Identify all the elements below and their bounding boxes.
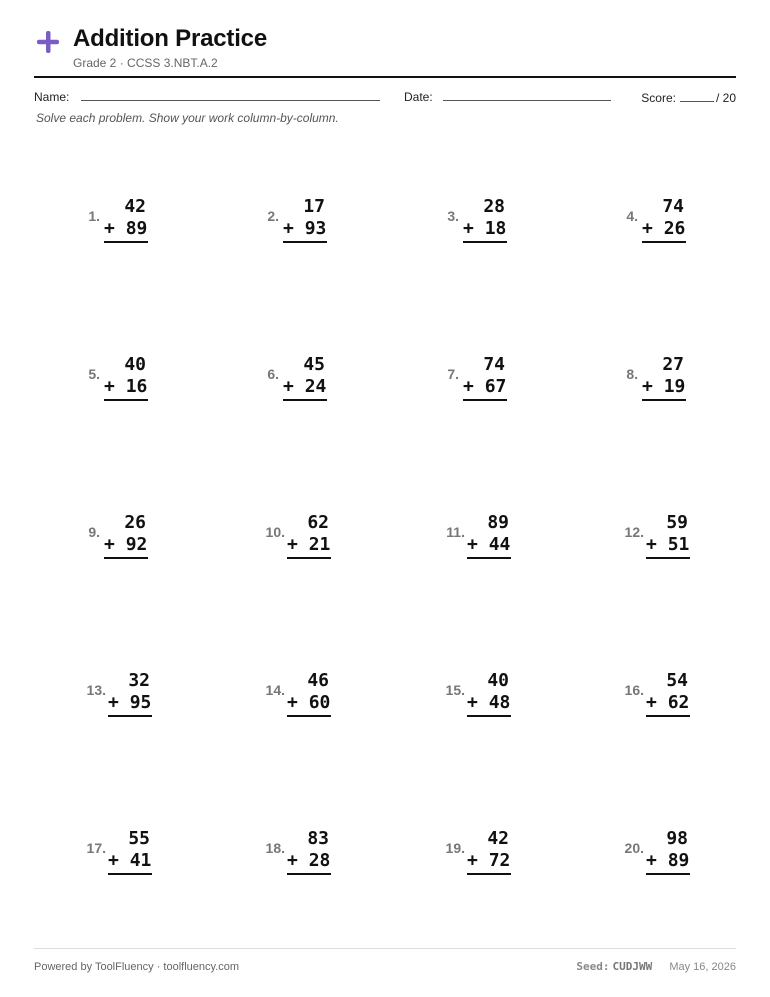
plus-operator: + bbox=[287, 692, 298, 713]
problem-number: 10. bbox=[265, 524, 285, 540]
plus-operator: + bbox=[646, 692, 657, 713]
addend-top: 59 bbox=[666, 512, 688, 533]
score-blank[interactable] bbox=[680, 90, 714, 102]
addend-bottom-row bbox=[108, 850, 152, 872]
addend-bottom-row bbox=[642, 376, 686, 398]
addend-bottom: 26 bbox=[663, 218, 686, 239]
plus-icon bbox=[36, 30, 60, 54]
answer-line[interactable] bbox=[467, 715, 511, 717]
addend-top: 89 bbox=[487, 512, 509, 533]
addend-bottom: 92 bbox=[125, 534, 148, 555]
addend-bottom-row bbox=[467, 850, 511, 872]
problem-13 bbox=[78, 670, 198, 730]
answer-line[interactable] bbox=[646, 873, 690, 875]
header-divider bbox=[34, 76, 736, 78]
problem-stack bbox=[104, 512, 148, 559]
addend-bottom-row bbox=[287, 850, 331, 872]
seed-value: CUDJWW bbox=[612, 960, 653, 973]
plus-operator: + bbox=[646, 534, 657, 555]
addend-bottom-row bbox=[104, 218, 148, 240]
footer-date: May 16, 2026 bbox=[669, 961, 736, 973]
instructions: Solve each problem. Show your work column-by-column. bbox=[36, 111, 339, 125]
addend-top: 32 bbox=[128, 670, 150, 691]
problem-stack bbox=[646, 512, 690, 559]
problem-number: 9. bbox=[88, 524, 100, 540]
addend-bottom-row bbox=[646, 850, 690, 872]
addend-bottom: 41 bbox=[129, 850, 152, 871]
problem-15 bbox=[437, 670, 557, 730]
addend-bottom: 19 bbox=[663, 376, 686, 397]
problem-stack bbox=[104, 354, 148, 401]
problem-11 bbox=[437, 512, 557, 572]
problem-5 bbox=[78, 354, 198, 414]
worksheet-header bbox=[34, 24, 736, 76]
answer-line[interactable] bbox=[646, 557, 690, 559]
addend-bottom-row bbox=[104, 534, 148, 556]
answer-line[interactable] bbox=[463, 399, 507, 401]
plus-operator: + bbox=[646, 850, 657, 871]
answer-line[interactable] bbox=[287, 715, 331, 717]
addend-top: 42 bbox=[487, 828, 509, 849]
problem-stack bbox=[646, 670, 690, 717]
addend-top: 74 bbox=[662, 196, 684, 217]
problem-number: 6. bbox=[267, 366, 279, 382]
problem-16 bbox=[616, 670, 736, 730]
date-label: Date: bbox=[404, 90, 433, 104]
addend-top: 40 bbox=[487, 670, 509, 691]
addend-top: 54 bbox=[666, 670, 688, 691]
problem-number: 13. bbox=[86, 682, 106, 698]
answer-line[interactable] bbox=[104, 557, 148, 559]
problem-stack bbox=[287, 828, 331, 875]
score-label: Score: bbox=[641, 91, 676, 105]
addend-bottom: 60 bbox=[308, 692, 331, 713]
problem-number: 2. bbox=[267, 208, 279, 224]
addend-bottom: 67 bbox=[484, 376, 507, 397]
addend-bottom-row bbox=[463, 218, 507, 240]
problem-stack bbox=[108, 670, 152, 717]
problem-stack bbox=[108, 828, 152, 875]
problem-number: 15. bbox=[445, 682, 465, 698]
addend-bottom: 93 bbox=[304, 218, 327, 239]
addend-bottom: 48 bbox=[488, 692, 511, 713]
seed-label: Seed: bbox=[576, 960, 610, 973]
student-fields bbox=[34, 88, 736, 108]
answer-line[interactable] bbox=[108, 873, 152, 875]
page-subtitle: Grade 2 · CCSS 3.NBT.A.2 bbox=[73, 56, 218, 70]
answer-line[interactable] bbox=[467, 557, 511, 559]
plus-operator: + bbox=[287, 850, 298, 871]
addend-bottom: 89 bbox=[125, 218, 148, 239]
problem-4 bbox=[616, 196, 736, 256]
addend-bottom: 95 bbox=[129, 692, 152, 713]
plus-operator: + bbox=[108, 850, 119, 871]
problem-stack bbox=[283, 196, 327, 243]
problem-number: 20. bbox=[624, 840, 644, 856]
addend-top: 27 bbox=[662, 354, 684, 375]
plus-operator: + bbox=[104, 218, 115, 239]
addend-top: 46 bbox=[307, 670, 329, 691]
problem-12 bbox=[616, 512, 736, 572]
problem-number: 8. bbox=[626, 366, 638, 382]
answer-line[interactable] bbox=[283, 399, 327, 401]
problem-17 bbox=[78, 828, 198, 888]
answer-line[interactable] bbox=[104, 241, 148, 243]
problem-number: 19. bbox=[445, 840, 465, 856]
plus-operator: + bbox=[283, 218, 294, 239]
problem-10 bbox=[257, 512, 377, 572]
plus-operator: + bbox=[104, 376, 115, 397]
plus-operator: + bbox=[287, 534, 298, 555]
plus-operator: + bbox=[642, 218, 653, 239]
footer-divider bbox=[34, 948, 736, 949]
problem-number: 5. bbox=[88, 366, 100, 382]
plus-operator: + bbox=[467, 850, 478, 871]
addend-bottom: 51 bbox=[667, 534, 690, 555]
plus-operator: + bbox=[104, 534, 115, 555]
problem-9 bbox=[78, 512, 198, 572]
addend-bottom-row bbox=[467, 534, 511, 556]
addend-bottom-row bbox=[283, 376, 327, 398]
answer-line[interactable] bbox=[463, 241, 507, 243]
addend-bottom: 28 bbox=[308, 850, 331, 871]
problem-14 bbox=[257, 670, 377, 730]
problem-20 bbox=[616, 828, 736, 888]
addend-bottom-row bbox=[104, 376, 148, 398]
problem-stack bbox=[467, 828, 511, 875]
answer-line[interactable] bbox=[642, 241, 686, 243]
problem-number: 17. bbox=[86, 840, 106, 856]
plus-operator: + bbox=[463, 218, 474, 239]
problem-stack bbox=[646, 828, 690, 875]
addend-bottom-row bbox=[646, 534, 690, 556]
problem-stack bbox=[642, 196, 686, 243]
problem-number: 16. bbox=[624, 682, 644, 698]
addend-bottom: 44 bbox=[488, 534, 511, 555]
name-label: Name: bbox=[34, 90, 70, 104]
addend-bottom-row bbox=[467, 692, 511, 714]
score-field bbox=[641, 90, 736, 105]
problem-number: 7. bbox=[447, 366, 459, 382]
problem-number: 18. bbox=[265, 840, 285, 856]
problem-2 bbox=[257, 196, 377, 256]
problem-number: 4. bbox=[626, 208, 638, 224]
addend-bottom-row bbox=[287, 692, 331, 714]
addend-bottom: 21 bbox=[308, 534, 331, 555]
answer-line[interactable] bbox=[108, 715, 152, 717]
problem-stack bbox=[287, 670, 331, 717]
addend-bottom-row bbox=[646, 692, 690, 714]
addend-bottom: 16 bbox=[125, 376, 148, 397]
addend-top: 40 bbox=[124, 354, 146, 375]
addend-bottom: 89 bbox=[667, 850, 690, 871]
addend-top: 26 bbox=[124, 512, 146, 533]
answer-line[interactable] bbox=[104, 399, 148, 401]
addend-top: 17 bbox=[303, 196, 325, 217]
problem-number: 1. bbox=[88, 208, 100, 224]
problem-1 bbox=[78, 196, 198, 256]
addend-top: 55 bbox=[128, 828, 150, 849]
problem-stack bbox=[104, 196, 148, 243]
name-line[interactable] bbox=[81, 100, 380, 101]
plus-operator: + bbox=[108, 692, 119, 713]
problem-stack bbox=[463, 354, 507, 401]
addend-bottom-row bbox=[463, 376, 507, 398]
problem-18 bbox=[257, 828, 377, 888]
addend-top: 28 bbox=[483, 196, 505, 217]
answer-line[interactable] bbox=[287, 873, 331, 875]
addend-top: 45 bbox=[303, 354, 325, 375]
problem-6 bbox=[257, 354, 377, 414]
addend-bottom: 18 bbox=[484, 218, 507, 239]
problem-19 bbox=[437, 828, 557, 888]
plus-operator: + bbox=[467, 692, 478, 713]
addend-bottom-row bbox=[287, 534, 331, 556]
problem-number: 12. bbox=[624, 524, 644, 540]
problem-number: 14. bbox=[265, 682, 285, 698]
problem-number: 3. bbox=[447, 208, 459, 224]
problem-8 bbox=[616, 354, 736, 414]
answer-line[interactable] bbox=[283, 241, 327, 243]
addend-bottom: 24 bbox=[304, 376, 327, 397]
answer-line[interactable] bbox=[646, 715, 690, 717]
problem-stack bbox=[463, 196, 507, 243]
problem-stack bbox=[467, 512, 511, 559]
addend-bottom: 72 bbox=[488, 850, 511, 871]
addend-top: 74 bbox=[483, 354, 505, 375]
problem-stack bbox=[467, 670, 511, 717]
addend-bottom: 62 bbox=[667, 692, 690, 713]
plus-operator: + bbox=[642, 376, 653, 397]
addend-top: 42 bbox=[124, 196, 146, 217]
problem-7 bbox=[437, 354, 557, 414]
date-line[interactable] bbox=[443, 100, 611, 101]
addend-bottom-row bbox=[283, 218, 327, 240]
plus-operator: + bbox=[463, 376, 474, 397]
addend-bottom-row bbox=[108, 692, 152, 714]
plus-operator: + bbox=[283, 376, 294, 397]
addend-bottom-row bbox=[642, 218, 686, 240]
score-total: / 20 bbox=[715, 91, 736, 105]
problem-3 bbox=[437, 196, 557, 256]
addend-top: 83 bbox=[307, 828, 329, 849]
problem-stack bbox=[287, 512, 331, 559]
page-title: Addition Practice bbox=[73, 25, 267, 52]
addend-top: 62 bbox=[307, 512, 329, 533]
answer-line[interactable] bbox=[642, 399, 686, 401]
answer-line[interactable] bbox=[287, 557, 331, 559]
problem-number: 11. bbox=[446, 524, 465, 540]
problem-stack bbox=[283, 354, 327, 401]
answer-line[interactable] bbox=[467, 873, 511, 875]
addend-top: 98 bbox=[666, 828, 688, 849]
plus-operator: + bbox=[467, 534, 478, 555]
footer-meta bbox=[576, 960, 736, 974]
problem-stack bbox=[642, 354, 686, 401]
footer-powered-by: Powered by ToolFluency · toolfluency.com bbox=[34, 961, 240, 973]
